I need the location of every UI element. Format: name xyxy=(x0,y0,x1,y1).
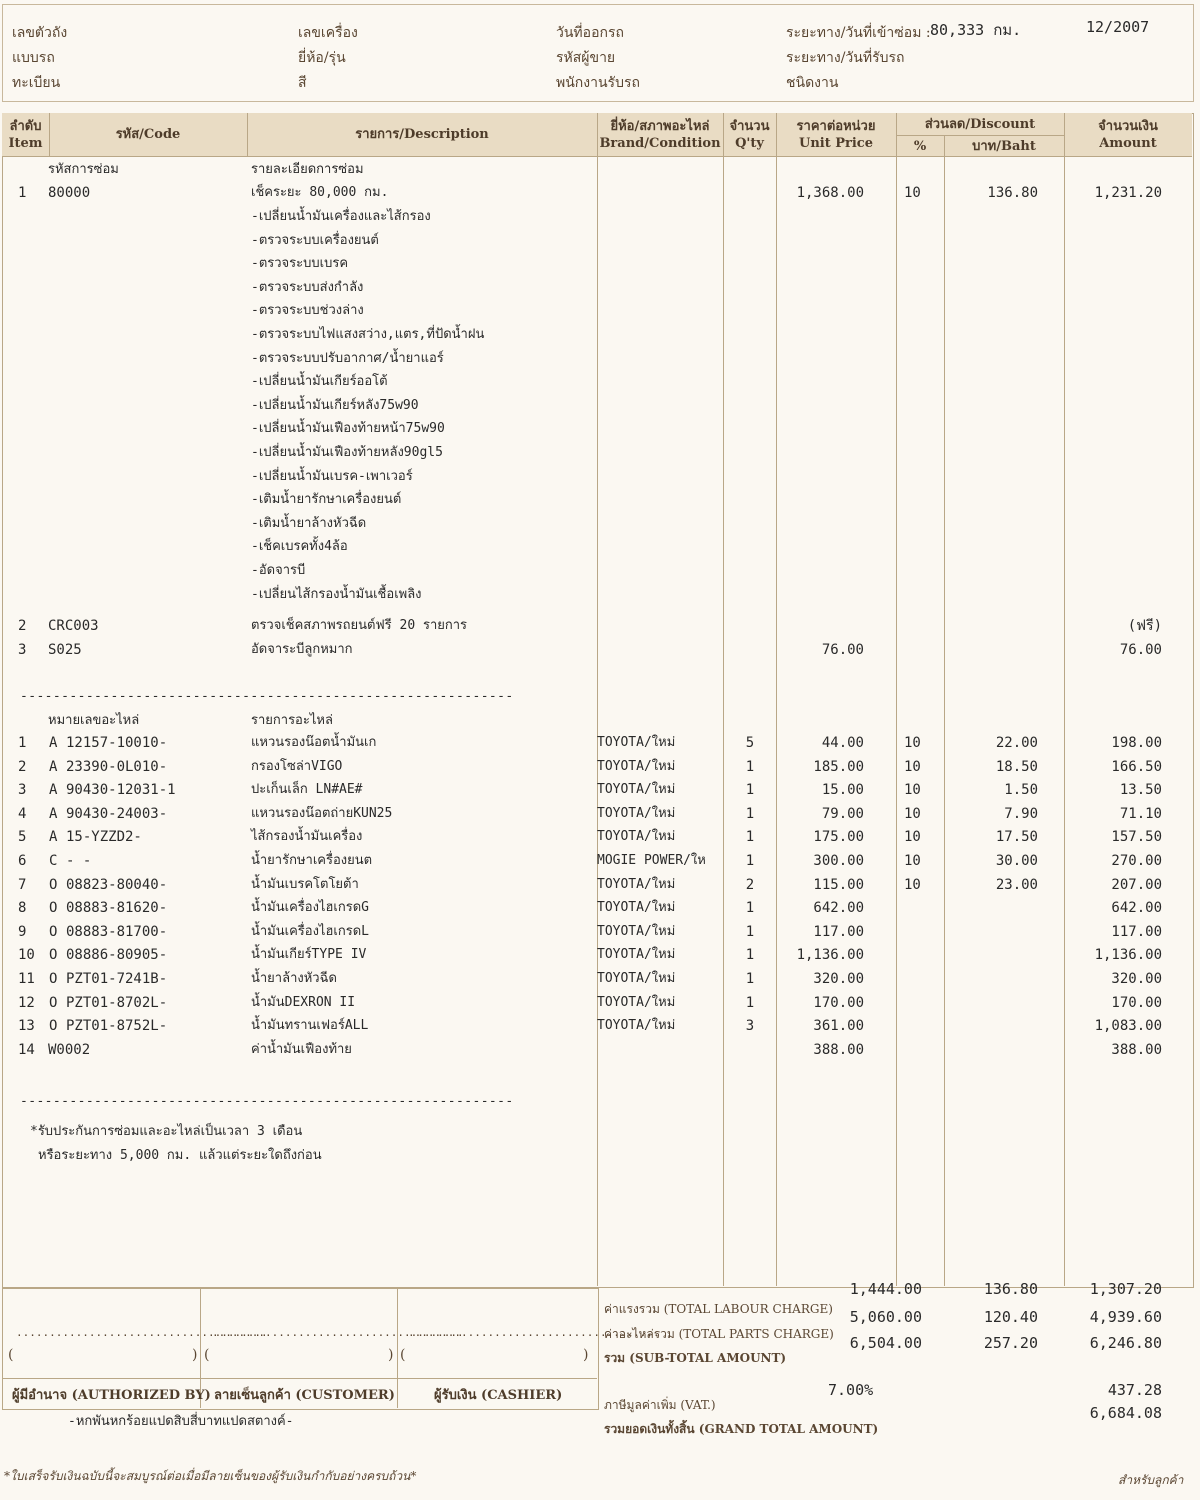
service-checklist-item: -เช็คเบรคทั้ง4ล้อ xyxy=(251,539,348,555)
col-amount-header: จำนวนเงิน Amount xyxy=(1098,119,1158,151)
col-discount-header: ส่วนลด/Discount xyxy=(924,117,1036,132)
part-number: PZT01-8752L- xyxy=(66,1018,168,1035)
vat-rate: 7.00% xyxy=(828,1381,874,1399)
seller-code-label: รหัสผู้ขาย xyxy=(556,50,616,66)
subtotal-discount: 257.20 xyxy=(983,1334,1038,1352)
line-amount: (ฟรี) xyxy=(1127,618,1162,634)
row-number: 12 xyxy=(18,994,35,1011)
service-checklist-item: -ตรวจระบบช่วงล่าง xyxy=(251,303,364,319)
service-checklist-item: -เปลี่ยนน้ำมันเครื่องและไส้กรอง xyxy=(251,209,431,224)
discount-pct: 10 xyxy=(904,876,921,893)
part-number: 08886-80905- xyxy=(66,947,168,964)
cashier-signature-line[interactable]: ...................................... xyxy=(408,1326,660,1339)
discount-pct: 10 xyxy=(904,805,921,822)
chassis-label: เลขตัวถัง xyxy=(12,25,68,41)
brand-model-label: ยี่ห้อ/รุ่น xyxy=(298,50,346,66)
discount-baht: 1.50 xyxy=(1004,782,1038,799)
part-type: A xyxy=(49,758,58,775)
repair-code-heading: รหัสการซ่อม xyxy=(48,162,119,177)
row-number: 1 xyxy=(18,185,27,201)
model-label: แบบรถ xyxy=(12,50,55,66)
line-amount: 170.00 xyxy=(1111,994,1162,1011)
part-type: O xyxy=(49,947,58,964)
unit-price: 79.00 xyxy=(821,805,864,822)
service-checklist-item: -ตรวจระบบเครื่องยนต์ xyxy=(251,232,379,248)
row-number: 14 xyxy=(18,1041,35,1058)
discount-pct: 10 xyxy=(904,758,921,775)
labour-total-amount: 1,307.20 xyxy=(1089,1280,1162,1298)
repair-code: CRC003 xyxy=(48,618,99,634)
part-number: 12157-10010- xyxy=(66,735,168,751)
part-type: C xyxy=(49,853,58,869)
copy-label: สำหรับลูกค้า xyxy=(1118,1473,1184,1487)
part-number: PZT01-7241B- xyxy=(66,971,168,987)
paren-open: ( xyxy=(204,1347,210,1363)
quantity: 1 xyxy=(745,994,755,1011)
line-amount: 166.50 xyxy=(1111,758,1162,775)
row-number: 2 xyxy=(18,758,27,775)
part-number-heading: หมายเลขอะไหล่ xyxy=(48,713,140,728)
service-checklist-item: -อัดจารบี xyxy=(251,563,306,578)
mileage-in-value: 80,333 กม. xyxy=(930,21,1022,39)
row-number: 9 xyxy=(18,923,27,940)
part-number: 08883-81620- xyxy=(66,900,168,917)
line-amount: 1,083.00 xyxy=(1094,1018,1162,1035)
color-label: สี xyxy=(298,75,307,91)
unit-price: 15.00 xyxy=(821,782,864,799)
unit-price: 76.00 xyxy=(821,642,864,658)
date-value: 12/2007 xyxy=(1086,18,1150,36)
col-discount-baht-header: บาท/Baht xyxy=(972,139,1036,154)
unit-price: 117.00 xyxy=(813,923,864,940)
discount-subdivider xyxy=(896,135,1064,136)
part-number: 90430-24003- xyxy=(66,805,168,822)
row-number: 10 xyxy=(18,947,35,964)
part-brand: TOYOTA/ใหม่ xyxy=(597,758,676,774)
labour-total-discount: 136.80 xyxy=(983,1280,1038,1298)
service-checklist-item: -เปลี่ยนน้ำมันเบรค-เพาเวอร์ xyxy=(251,468,413,484)
line-amount: 76.00 xyxy=(1119,642,1162,658)
line-amount: 157.50 xyxy=(1111,829,1162,846)
row-number: 8 xyxy=(18,900,27,917)
subtotal-amount: 6,246.80 xyxy=(1089,1334,1162,1352)
quantity: 1 xyxy=(745,782,755,799)
quantity: 1 xyxy=(745,829,755,846)
part-description: ค่าน้ำมันเฟืองท้าย xyxy=(251,1041,352,1057)
customer-label: ลายเซ็นลูกค้า (CUSTOMER) xyxy=(214,1388,395,1403)
discount-baht: 17.50 xyxy=(995,829,1038,846)
mileage-in-label: ระยะทาง/วันที่เข้าซ่อม : xyxy=(786,25,931,41)
row-number: 13 xyxy=(18,1018,35,1035)
line-amount: 117.00 xyxy=(1111,923,1162,940)
part-type: A xyxy=(49,782,58,799)
row-number: 7 xyxy=(18,876,27,893)
discount-baht: 7.90 xyxy=(1004,805,1038,822)
col-divider xyxy=(597,113,598,1286)
col-description-header: รายการ/Description xyxy=(355,127,489,142)
service-checklist-item: -เติมน้ำยาล้างหัวฉีด xyxy=(251,515,367,531)
part-desc-heading: รายการอะไหล่ xyxy=(251,713,333,728)
part-number: PZT01-8702L- xyxy=(66,994,168,1011)
sig-divider xyxy=(397,1288,398,1408)
part-description: น้ำมันเครื่องไฮเกรดG xyxy=(251,900,369,916)
part-brand: TOYOTA/ใหม่ xyxy=(597,1018,676,1034)
line-amount: 207.00 xyxy=(1111,876,1162,893)
quantity: 1 xyxy=(745,900,755,917)
line-amount: 198.00 xyxy=(1111,735,1162,751)
discount-pct: 10 xyxy=(904,735,921,751)
row-number: 4 xyxy=(18,805,27,822)
part-type: A xyxy=(49,829,58,846)
paren-open: ( xyxy=(8,1347,14,1363)
unit-price: 1,368.00 xyxy=(796,185,864,201)
subtotal-unit: 6,504.00 xyxy=(849,1334,922,1352)
part-description: แหวนรองน๊อตน้ำมันเก xyxy=(251,735,377,750)
discount-pct: 10 xyxy=(904,185,921,201)
grand-total-amount: 6,684.08 xyxy=(1089,1404,1162,1422)
service-checklist-item: -เปลี่ยนน้ำมันเกียร์หลัง75w90 xyxy=(251,397,419,413)
warranty-note: หรือระยะทาง 5,000 กม. แล้วแต่ระยะใดถึงก่อน xyxy=(38,1148,322,1163)
unit-price: 320.00 xyxy=(813,971,864,987)
row-number: 5 xyxy=(18,829,27,846)
part-description: แหวนรองน๊อตถ่ายKUN25 xyxy=(251,805,393,821)
vat-amount: 437.28 xyxy=(1107,1381,1162,1399)
authorized-signature-line[interactable]: ...................................... xyxy=(16,1326,268,1339)
part-brand: TOYOTA/ใหม่ xyxy=(597,994,676,1010)
paren-close: ) xyxy=(192,1347,198,1363)
row-number: 3 xyxy=(18,642,27,658)
col-qty-header: จำนวน Q'ty xyxy=(729,119,770,151)
section-divider: ------------------------------------------------------------ xyxy=(20,689,514,704)
grand-total-label: รวมยอดเงินทั้งสิ้น (GRAND TOTAL AMOUNT) xyxy=(604,1422,879,1436)
part-brand: TOYOTA/ใหม่ xyxy=(597,876,676,892)
service-checklist-item: -ตรวจระบบส่งกำลัง xyxy=(251,279,364,295)
parts-total-discount: 120.40 xyxy=(983,1308,1038,1326)
service-checklist-item: -เปลี่ยนน้ำมันเกียร์ออโต้ xyxy=(251,374,388,390)
unit-price: 170.00 xyxy=(813,994,864,1011)
part-description: ปะเก็นเล็ก LN#AE# xyxy=(251,782,363,798)
repair-description: ตรวจเช็คสภาพรถยนต์ฟรี 20 รายการ xyxy=(251,618,468,633)
receiver-label: พนักงานรับรถ xyxy=(556,75,640,91)
authorized-label: ผู้มีอำนาจ (AUTHORIZED BY) xyxy=(12,1388,211,1403)
registration-label: ทะเบียน xyxy=(12,75,61,91)
issue-date-label: วันที่ออกรถ xyxy=(556,25,624,41)
col-discount-pct-header: % xyxy=(913,139,927,154)
part-number: 23390-0L010- xyxy=(66,758,168,775)
labour-total-unit: 1,444.00 xyxy=(849,1280,922,1298)
discount-baht: 18.50 xyxy=(995,758,1038,775)
line-amount: 71.10 xyxy=(1119,805,1162,822)
part-type: O xyxy=(49,971,58,987)
part-brand: TOYOTA/ใหม่ xyxy=(597,805,676,821)
col-divider xyxy=(1064,113,1065,1286)
service-checklist-item: -เติมน้ำยารักษาเครื่องยนต์ xyxy=(251,492,402,508)
quantity: 1 xyxy=(745,853,755,869)
parts-total-amount: 4,939.60 xyxy=(1089,1308,1162,1326)
col-unit-price-header: ราคาต่อหน่วย Unit Price xyxy=(796,119,876,151)
discount-baht: 23.00 xyxy=(995,876,1038,893)
line-amount: 270.00 xyxy=(1111,853,1162,869)
col-divider xyxy=(776,113,777,1286)
quantity: 1 xyxy=(745,758,755,775)
paren-open: ( xyxy=(400,1347,406,1363)
parts-total-label: ค่าอะไหล่รวม (TOTAL PARTS CHARGE) xyxy=(604,1327,834,1341)
part-brand: TOYOTA/ใหม่ xyxy=(597,829,676,845)
discount-pct: 10 xyxy=(904,853,921,869)
part-brand: TOYOTA/ใหม่ xyxy=(597,900,676,916)
row-number: 11 xyxy=(18,971,35,987)
part-description: น้ำมันเกียร์TYPE IV xyxy=(251,947,367,963)
part-type: O xyxy=(49,923,58,940)
part-brand: TOYOTA/ใหม่ xyxy=(597,735,676,750)
cashier-label: ผู้รับเงิน (CASHIER) xyxy=(434,1388,563,1403)
part-description: ไส้กรองน้ำมันเครื่อง xyxy=(251,829,363,845)
unit-price: 115.00 xyxy=(813,876,864,893)
repair-code: 80000 xyxy=(48,185,91,201)
parts-total-unit: 5,060.00 xyxy=(849,1308,922,1326)
service-checklist-item: -ตรวจระบบไฟแสงสว่าง,แตร,ที่ปัดน้ำฝน xyxy=(251,327,485,342)
section-divider: ------------------------------------------------------------ xyxy=(20,1094,514,1109)
discount-baht: 30.00 xyxy=(995,853,1038,869)
part-description: กรองโซล่าVIGO xyxy=(251,758,343,774)
service-checklist-item: -เปลี่ยนไส้กรองน้ำมันเชื้อเพลิง xyxy=(251,586,422,602)
part-description: น้ำมันทรานเฟอร์ALL xyxy=(251,1018,369,1034)
service-checklist-item: -ตรวจระบบเบรค xyxy=(251,256,349,272)
quantity: 2 xyxy=(745,876,755,893)
job-type-label: ชนิดงาน xyxy=(786,75,839,91)
part-brand: TOYOTA/ใหม่ xyxy=(597,923,676,939)
discount-pct: 10 xyxy=(904,829,921,846)
col-code-header: รหัส/Code xyxy=(115,127,181,142)
paren-close: ) xyxy=(583,1347,589,1363)
engine-label: เลขเครื่อง xyxy=(298,25,358,41)
part-description: น้ำมันเครื่องไฮเกรดL xyxy=(251,923,369,939)
col-divider xyxy=(944,135,945,1286)
part-number: 15-YZZD2- xyxy=(66,829,142,846)
customer-signature-line[interactable]: ...................................... xyxy=(212,1326,464,1339)
amount-in-words: -หกพันหกร้อยแปดสิบสี่บาทแปดสตางค์- xyxy=(68,1414,294,1429)
col-brand-header: ยี่ห้อ/สภาพอะไหล่ Brand/Condition xyxy=(599,119,721,151)
receipt-validity-note: *ใบเสร็จรับเงินฉบับนี้จะสมบูรณ์ต่อเมื่อมีลายเซ็นของผู้รับเงินกำกับอย่างครบถ้วน* xyxy=(4,1469,417,1483)
part-description: น้ำยาล้างหัวฉีด xyxy=(251,971,337,986)
quantity: 5 xyxy=(745,735,755,751)
paren-close: ) xyxy=(388,1347,394,1363)
part-type: O xyxy=(49,1018,58,1035)
unit-price: 300.00 xyxy=(813,853,864,869)
unit-price: 642.00 xyxy=(813,900,864,917)
quantity: 1 xyxy=(745,971,755,987)
subtotal-label: รวม (SUB-TOTAL AMOUNT) xyxy=(604,1351,787,1365)
quantity: 1 xyxy=(745,805,755,822)
part-number: W0002 xyxy=(48,1041,91,1058)
quantity: 3 xyxy=(745,1018,755,1035)
unit-price: 388.00 xyxy=(813,1041,864,1058)
quantity: 1 xyxy=(745,947,755,964)
discount-pct: 10 xyxy=(904,782,921,799)
discount-baht: 22.00 xyxy=(995,735,1038,751)
part-type: A xyxy=(49,805,58,822)
row-number: 3 xyxy=(18,782,27,799)
unit-price: 185.00 xyxy=(813,758,864,775)
discount-baht: 136.80 xyxy=(987,185,1038,201)
quantity: 1 xyxy=(745,923,755,940)
part-number: 08823-80040- xyxy=(66,876,168,893)
row-number: 6 xyxy=(18,853,27,869)
unit-price: 44.00 xyxy=(821,735,864,751)
line-amount: 1,231.20 xyxy=(1094,185,1162,201)
vat-label: ภาษีมูลค่าเพิ่ม (VAT.) xyxy=(604,1398,716,1412)
part-type: O xyxy=(49,994,58,1011)
part-type: A xyxy=(49,735,58,751)
col-divider xyxy=(723,113,724,1286)
part-number: 08883-81700- xyxy=(66,923,168,940)
part-number: - - xyxy=(66,853,92,869)
part-brand: MOGIE POWER/ให xyxy=(597,853,706,868)
repair-description: อัดจาระบีลูกหมาก xyxy=(251,642,353,657)
service-checklist-item: -ตรวจระบบปรับอากาศ/น้ำยาแอร์ xyxy=(251,350,444,366)
part-type: O xyxy=(49,900,58,917)
part-number: 90430-12031-1 xyxy=(66,782,176,799)
service-checklist-item: -เปลี่ยนน้ำมันเฟืองท้ายหลัง90gl5 xyxy=(251,445,443,460)
unit-price: 361.00 xyxy=(813,1018,864,1035)
service-checklist-item: -เปลี่ยนน้ำมันเฟืองท้ายหน้า75w90 xyxy=(251,421,445,437)
part-description: น้ำมันเบรคโตโยต้า xyxy=(251,876,359,892)
unit-price: 1,136.00 xyxy=(796,947,864,964)
mileage-out-label: ระยะทาง/วันที่รับรถ xyxy=(786,50,905,66)
repair-description: เช็คระยะ 80,000 กม. xyxy=(251,185,389,200)
warranty-note: *รับประกันการซ่อมและอะไหล่เป็นเวลา 3 เดือน xyxy=(30,1124,303,1139)
part-brand: TOYOTA/ใหม่ xyxy=(597,971,676,986)
part-type: O xyxy=(49,876,58,893)
row-number: 2 xyxy=(18,618,27,634)
part-description: น้ำยารักษาเครื่องยนต xyxy=(251,853,373,868)
part-brand: TOYOTA/ใหม่ xyxy=(597,782,676,798)
row-number: 1 xyxy=(18,735,27,751)
line-amount: 642.00 xyxy=(1111,900,1162,917)
line-amount: 13.50 xyxy=(1119,782,1162,799)
part-description: น้ำมันDEXRON II xyxy=(251,994,356,1010)
part-brand: TOYOTA/ใหม่ xyxy=(597,947,676,963)
line-amount: 388.00 xyxy=(1111,1041,1162,1058)
unit-price: 175.00 xyxy=(813,829,864,846)
col-item-header: ลำดับ Item xyxy=(8,119,43,151)
repair-code: S025 xyxy=(48,642,82,658)
repair-desc-heading: รายละเอียดการซ่อม xyxy=(251,162,364,177)
labour-total-label: ค่าแรงรวม (TOTAL LABOUR CHARGE) xyxy=(604,1302,833,1316)
col-divider xyxy=(896,113,897,1286)
sig-divider xyxy=(2,1378,597,1379)
line-amount: 320.00 xyxy=(1111,971,1162,987)
line-amount: 1,136.00 xyxy=(1094,947,1162,964)
